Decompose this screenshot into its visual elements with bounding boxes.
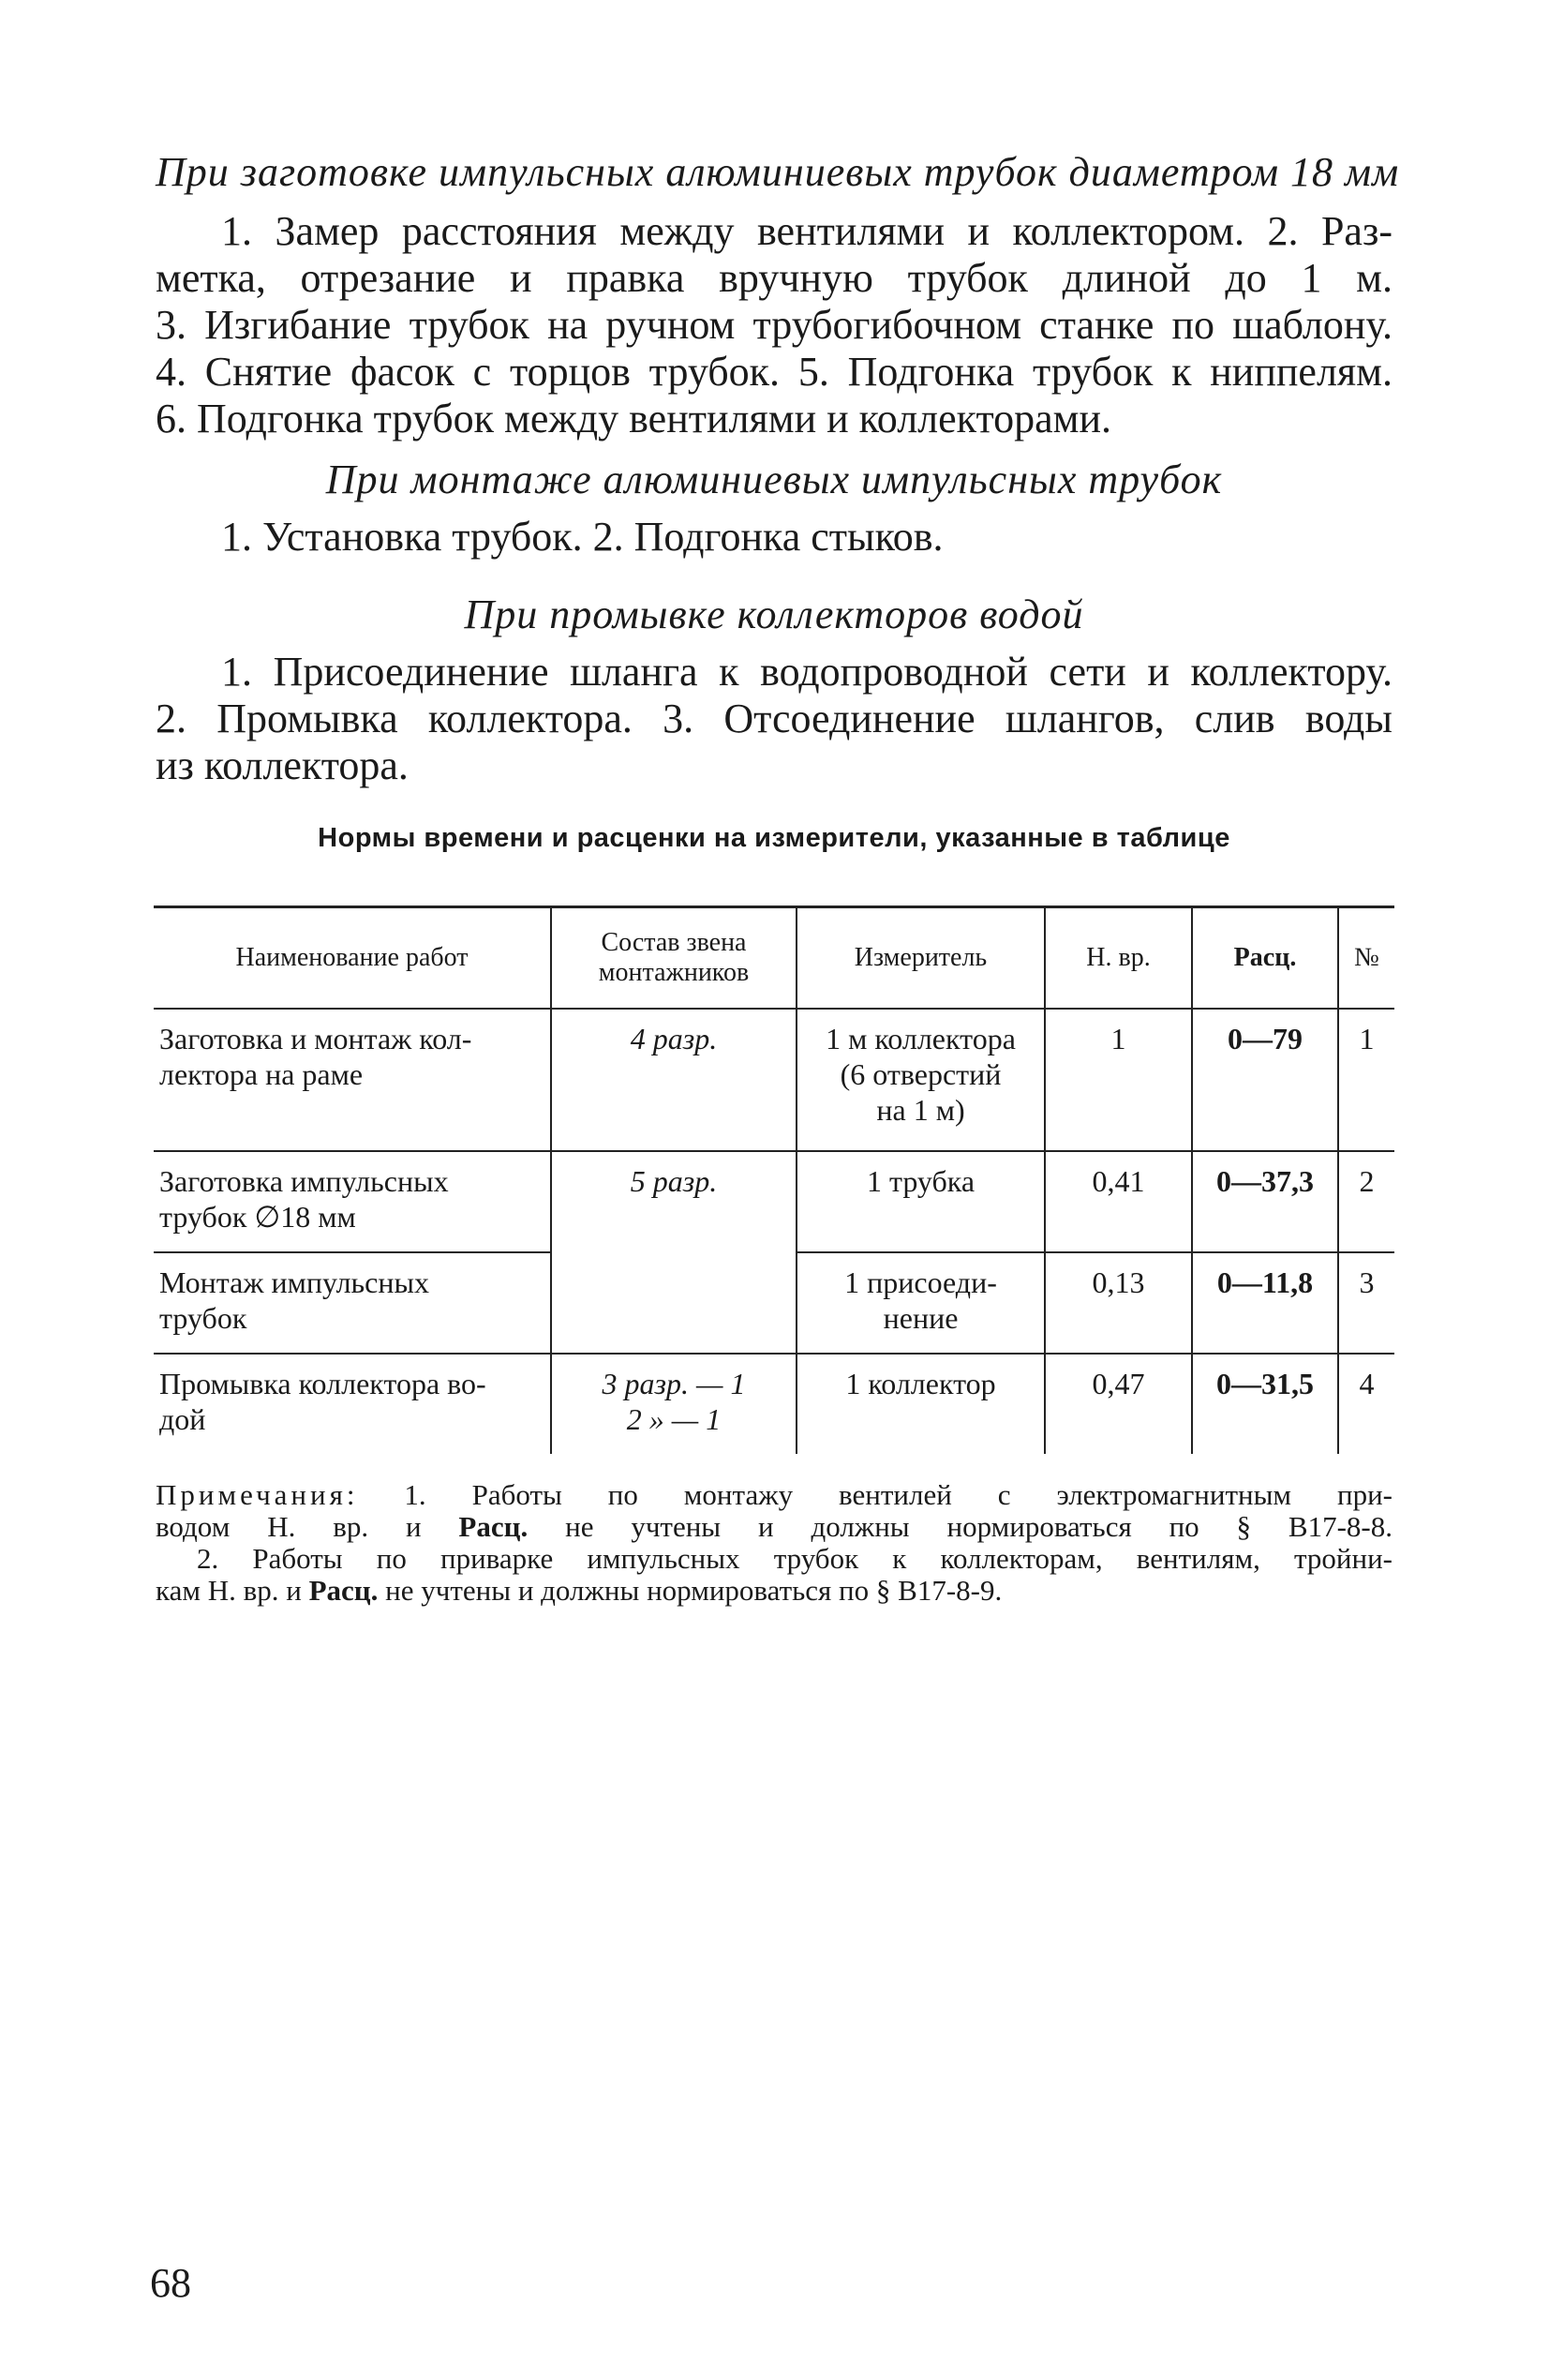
table-row xyxy=(154,1354,1394,1454)
cell-crew xyxy=(551,1151,797,1354)
header-crew-line: монтажников xyxy=(598,958,750,987)
cell-line: трубок xyxy=(159,1301,247,1335)
cell-line: Заготовка и монтаж кол- xyxy=(159,1022,472,1055)
rate-word: Расц. xyxy=(458,1510,529,1543)
cell-line: 5 разр. xyxy=(630,1164,718,1198)
paragraph-line: 3. Изгибание трубок на ручном трубогибочном станке по шаблону. xyxy=(156,302,1393,348)
section-heading-tube-mounting: При монтаже алюминиевых импульсных трубок xyxy=(325,457,1223,502)
table-notes xyxy=(156,1479,1393,1607)
header-rate: Расц. xyxy=(1192,907,1338,1010)
cell-line: (6 отверстий xyxy=(840,1057,1002,1091)
note-text: водом Н. вр. и xyxy=(156,1510,459,1543)
cell-line: дой xyxy=(159,1402,206,1436)
header-time-norm: Н. вр. xyxy=(1045,907,1192,1010)
cell-work-name xyxy=(154,1151,551,1252)
cell-line: нение xyxy=(883,1301,959,1335)
note-text: 1. Работы по монтажу вентилей с электромагнитным при- xyxy=(358,1478,1393,1511)
paragraph-line: 2. Промывка коллектора. 3. Отсоединение шлангов, слив воды xyxy=(156,696,1393,741)
cell-work-name xyxy=(154,1252,551,1354)
cell-crew xyxy=(551,1354,797,1454)
cell-work-name xyxy=(154,1009,551,1151)
header-unit: Измеритель xyxy=(797,907,1045,1010)
paragraph-line: 1. Установка трубок. 2. Подгонка стыков. xyxy=(221,514,944,560)
cell-time-norm: 0,41 xyxy=(1045,1151,1192,1252)
cell-number: 4 xyxy=(1338,1354,1394,1454)
note-text: не учтены и должны нормироваться по § В17-8-9. xyxy=(378,1574,1003,1607)
cell-number: 1 xyxy=(1338,1009,1394,1151)
cell-line: лектора на раме xyxy=(159,1057,364,1091)
header-number: № xyxy=(1338,907,1394,1010)
header-crew xyxy=(551,907,797,1010)
note-line xyxy=(156,1511,1393,1543)
cell-unit xyxy=(797,1151,1045,1252)
note-line xyxy=(156,1575,1393,1607)
table-title: Нормы времени и расценки на измерители, указанные в таблице xyxy=(318,823,1230,853)
cell-unit xyxy=(797,1009,1045,1151)
cell-number: 2 xyxy=(1338,1151,1394,1252)
note-line: 2. Работы по приварке импульсных трубок к коллекторам, вентилям, тройни- xyxy=(197,1542,1393,1575)
cell-line: 1 м коллектора xyxy=(826,1022,1016,1055)
table-row xyxy=(154,1009,1394,1151)
cell-unit xyxy=(797,1252,1045,1354)
section-body-tube-preparation xyxy=(156,208,1393,442)
cell-line: 4 разр. xyxy=(630,1022,718,1055)
cell-crew xyxy=(551,1009,797,1151)
cell-rate: 0—31,5 xyxy=(1192,1354,1338,1454)
paragraph-line: 6. Подгонка трубок между вентилями и коллекторами. xyxy=(156,396,1112,442)
cell-number: 3 xyxy=(1338,1252,1394,1354)
note-text: кам Н. вр. и xyxy=(156,1574,309,1607)
cell-time-norm: 0,47 xyxy=(1045,1354,1192,1454)
page-number: 68 xyxy=(150,2260,191,2306)
header-crew-line: Состав звена xyxy=(601,928,747,957)
paragraph-line: 4. Снятие фасок с торцов трубок. 5. Подгонка трубок к ниппелям. xyxy=(156,349,1393,395)
section-body-collector-flushing xyxy=(156,649,1393,789)
cell-unit xyxy=(797,1354,1045,1454)
cell-line: Промывка коллектора во- xyxy=(159,1367,486,1400)
section-heading-collector-flushing: При промывке коллекторов водой xyxy=(464,591,1084,637)
table-header-row xyxy=(154,907,1394,1010)
cell-line: 2 » — 1 xyxy=(626,1402,722,1436)
cell-time-norm: 1 xyxy=(1045,1009,1192,1151)
rate-word: Расц. xyxy=(308,1574,379,1607)
note-text: не учтены и должны нормироваться по § В17-8-8. xyxy=(528,1510,1393,1543)
cell-rate: 0—79 xyxy=(1192,1009,1338,1151)
cell-line: Заготовка импульсных xyxy=(159,1164,449,1198)
cell-work-name xyxy=(154,1354,551,1454)
table-row xyxy=(154,1151,1394,1252)
cell-time-norm: 0,13 xyxy=(1045,1252,1192,1354)
paragraph-line: 1. Замер расстояния между вентилями и коллектором. 2. Раз- xyxy=(221,208,1393,254)
cell-line: 1 трубка xyxy=(866,1164,976,1198)
paragraph-line: 1. Присоединение шланга к водопроводной сети и коллектору. xyxy=(221,649,1393,695)
section-body-tube-mounting xyxy=(156,514,1393,561)
norms-table xyxy=(154,906,1394,1454)
cell-line: трубок ∅18 мм xyxy=(159,1200,356,1234)
note-line xyxy=(156,1479,1393,1511)
cell-line: 3 разр. — 1 xyxy=(602,1367,746,1400)
cell-rate: 0—11,8 xyxy=(1192,1252,1338,1354)
cell-line: Монтаж импульсных xyxy=(159,1265,429,1299)
cell-line: на 1 м) xyxy=(876,1093,965,1127)
cell-rate: 0—37,3 xyxy=(1192,1151,1338,1252)
header-work-name: Наименование работ xyxy=(154,907,551,1010)
cell-line: 1 присоеди- xyxy=(844,1265,997,1299)
paragraph-line: метка, отрезание и правка вручную трубок длиной до 1 м. xyxy=(156,255,1393,301)
cell-line: 1 коллектор xyxy=(845,1367,996,1400)
paragraph-line: из коллектора. xyxy=(156,742,409,788)
section-heading-tube-preparation: При заготовке импульсных алюминиевых трубок диаметром 18 мм xyxy=(156,149,1400,195)
notes-label: Примечания: xyxy=(156,1478,359,1511)
